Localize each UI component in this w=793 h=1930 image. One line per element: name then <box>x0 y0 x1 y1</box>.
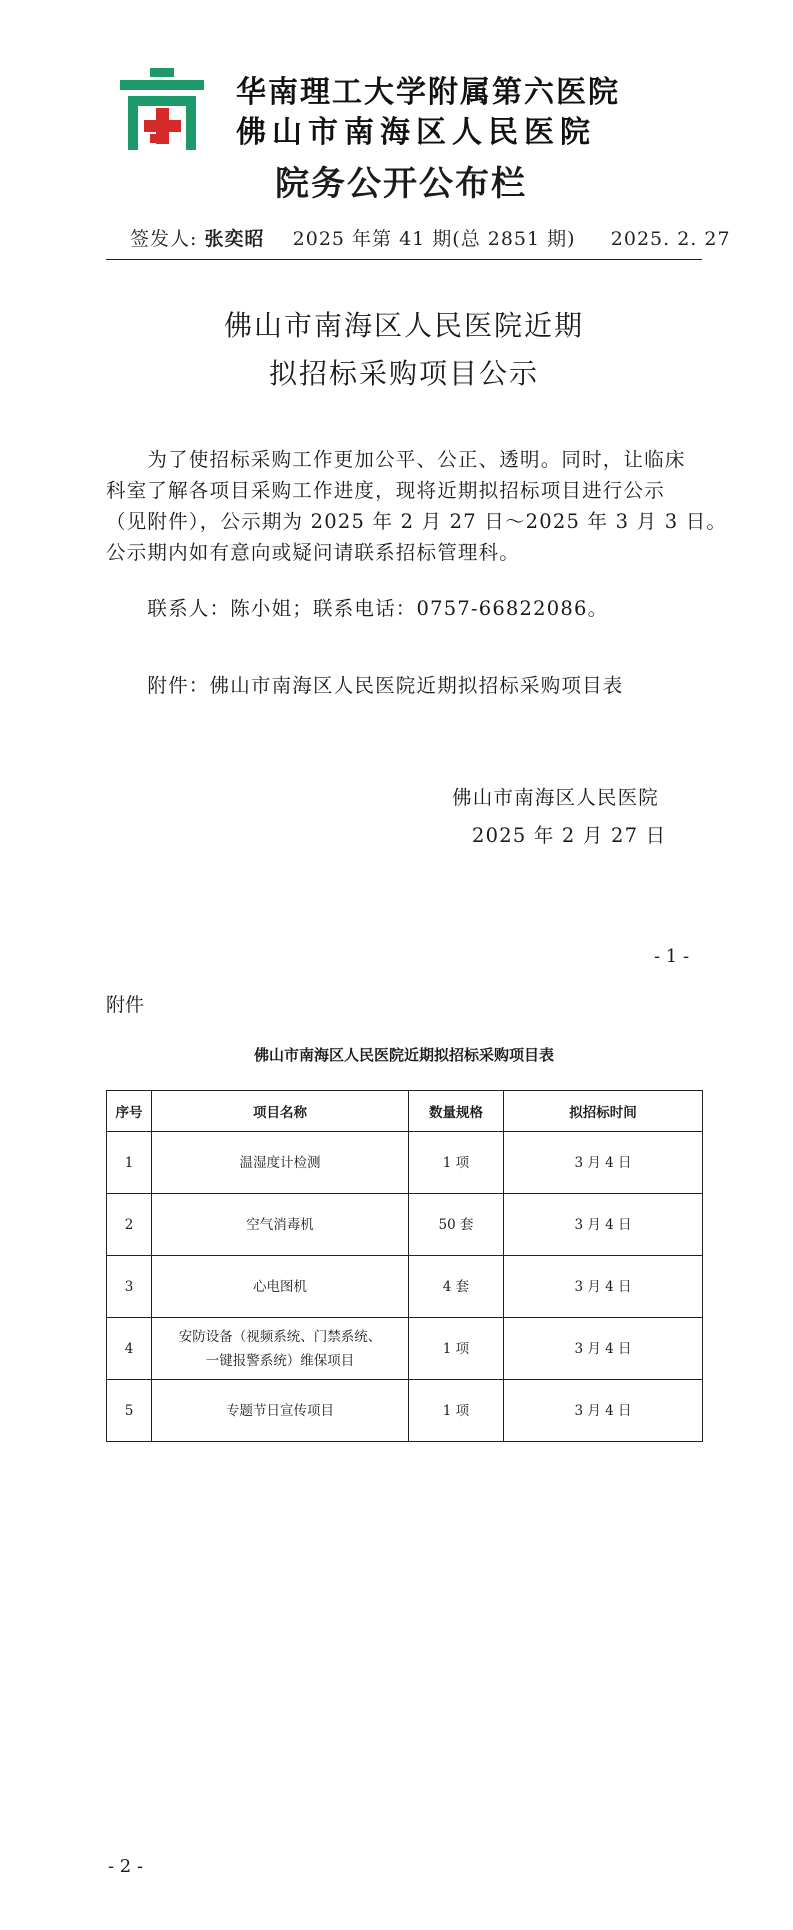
attachment-line: 附件：佛山市南海区人民医院近期拟招标采购项目表 <box>106 674 624 697</box>
table-row <box>107 1194 703 1256</box>
signer-name: 张奕昭 <box>204 228 265 250</box>
cell-time: 3 月 4 日 <box>504 1132 703 1194</box>
cell-name-line1: 安防设备（视频系统、门禁系统、 <box>178 1328 382 1345</box>
cell-no: 2 <box>107 1194 152 1256</box>
issue-number: 2025 年第 41 期(总 2851 期) <box>292 228 576 250</box>
cell-time: 3 月 4 日 <box>504 1380 703 1442</box>
cell-no: 3 <box>107 1256 152 1318</box>
col-header-name: 项目名称 <box>152 1091 409 1132</box>
cell-name: 温湿度计检测 <box>152 1132 409 1194</box>
annex-table-title: 佛山市南海区人民医院近期拟招标采购项目表 <box>253 1046 554 1064</box>
notice-paragraph-line: 科室了解各项目采购工作进度，现将近期拟招标项目进行公示 <box>106 479 665 502</box>
procurement-table <box>106 1090 703 1442</box>
hospital-name-line2: 佛山市南海区人民医院 <box>236 115 596 150</box>
cell-name: 空气消毒机 <box>152 1194 409 1256</box>
cell-qty: 4 套 <box>409 1256 504 1318</box>
cell-no: 5 <box>107 1380 152 1442</box>
page-number-2: - 2 - <box>108 1856 144 1877</box>
cell-qty: 1 项 <box>409 1380 504 1442</box>
notice-title-line2: 拟招标采购项目公示 <box>268 357 539 390</box>
header-divider <box>106 259 702 260</box>
notice-paragraph-line: 为了使招标采购工作更加公平、公正、透明。同时，让临床 <box>106 448 686 471</box>
cell-time: 3 月 4 日 <box>504 1194 703 1256</box>
annex-label: 附件 <box>106 994 145 1016</box>
hospital-name-line1: 华南理工大学附属第六医院 <box>236 75 620 110</box>
contact-line: 联系人：陈小姐；联系电话：0757-66822086。 <box>106 597 609 620</box>
cell-name: 心电图机 <box>152 1256 409 1318</box>
page-number-1: - 1 - <box>654 946 690 967</box>
issue-info-line <box>130 224 731 251</box>
cell-qty: 50 套 <box>409 1194 504 1256</box>
cell-name: 专题节日宣传项目 <box>152 1380 409 1442</box>
cell-no: 1 <box>107 1132 152 1194</box>
col-header-qty: 数量规格 <box>409 1091 504 1132</box>
signer-label: 签发人: <box>130 228 198 250</box>
cell-qty: 1 项 <box>409 1318 504 1380</box>
table-header-row <box>107 1091 703 1132</box>
table-row <box>107 1256 703 1318</box>
table-row <box>107 1132 703 1194</box>
cell-name-line2: 一键报警系统）维保项目 <box>205 1352 355 1369</box>
issue-date: 2025. 2. 27 <box>610 228 731 250</box>
notice-paragraph-line: （见附件），公示期为 2025 年 2 月 27 日～2025 年 3 月 3 日。 <box>106 510 728 533</box>
hospital-nan-logo-icon <box>120 68 204 152</box>
cell-time: 3 月 4 日 <box>504 1256 703 1318</box>
notice-title-line1: 佛山市南海区人民医院近期 <box>223 309 584 342</box>
bulletin-title: 院务公开公布栏 <box>275 164 527 204</box>
cell-time: 3 月 4 日 <box>504 1318 703 1380</box>
signature-date: 2025 年 2 月 27 日 <box>472 824 667 847</box>
table-row <box>107 1318 703 1380</box>
table-row <box>107 1380 703 1442</box>
col-header-time: 拟招标时间 <box>504 1091 703 1132</box>
col-header-no: 序号 <box>107 1091 152 1132</box>
signature-org: 佛山市南海区人民医院 <box>452 786 660 809</box>
cell-qty: 1 项 <box>409 1132 504 1194</box>
cell-name <box>152 1318 409 1380</box>
cell-no: 4 <box>107 1318 152 1380</box>
notice-paragraph-line: 公示期内如有意向或疑问请联系招标管理科。 <box>106 541 521 564</box>
